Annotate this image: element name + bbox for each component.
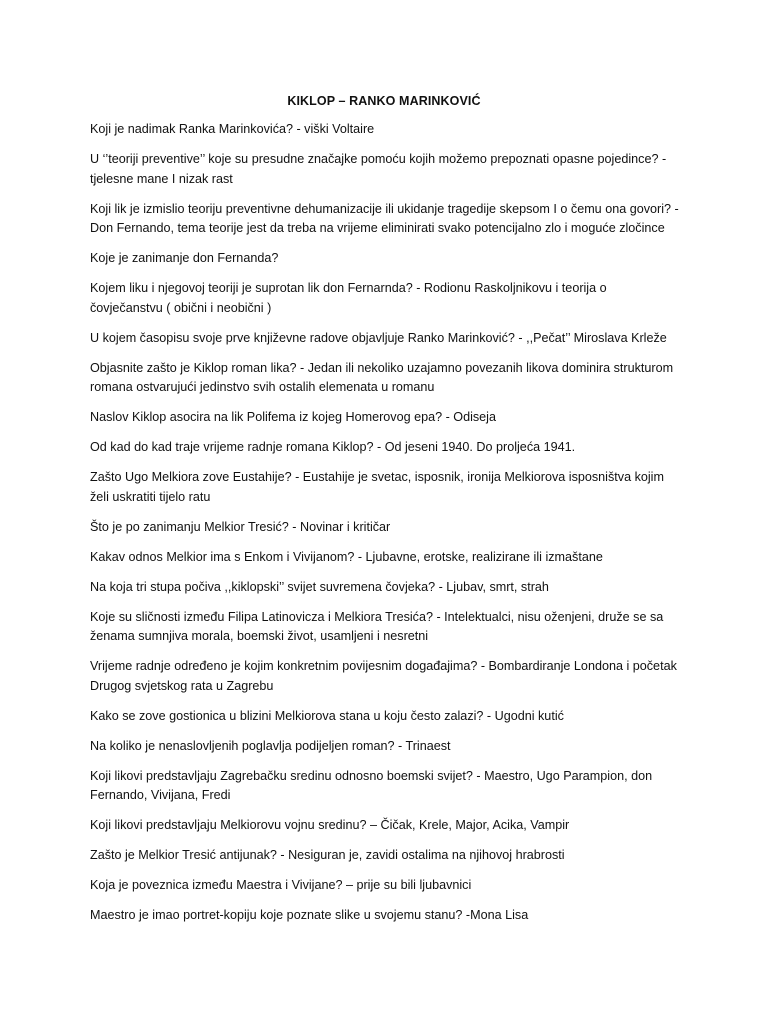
question-answer-item: Vrijeme radnje određeno je kojim konkretnim povijesnim događajima? - Bombardiranje Londona i početak Drugog svjetskog rata u Zagrebu — [90, 659, 677, 693]
question-answer-item: Od kad do kad traje vrijeme radnje romana Kiklop? - Od jeseni 1940. Do proljeća 1941. — [90, 440, 576, 454]
question-answer-item: U ‘’teoriji preventive’’ koje su presudne značajke pomoću kojih možemo prepoznati opasne pojedince? - tjelesne mane I nizak rast — [90, 152, 667, 186]
question-answer-item: Zašto je Melkior Tresić antijunak? - Nesiguran je, zavidi ostalima na njihovoj hrabrosti — [90, 848, 565, 862]
question-answer-item: Maestro je imao portret-kopiju koje poznate slike u svojemu stanu? -Mona Lisa — [90, 908, 529, 922]
question-answer-item: Na koliko je nenaslovljenih poglavlja podijeljen roman? - Trinaest — [90, 738, 451, 753]
question-answer-item: Koji lik je izmislio teoriju preventivne dehumanizacije ili ukidanje tragedije skepsom I o čemu ona govori? - Don Fernando, tema teorije jest da treba na vrijeme eliminirati svako potencijalno zlo i moguće zločince — [90, 201, 679, 235]
document-title: KIKLOP – RANKO MARINKOVIĆ — [287, 94, 481, 108]
question-answer-item: Objasnite zašto je Kiklop roman lika? - Jedan ili nekoliko uzajamno povezanih likova dominira strukturom romana ostvarujući jedinstvo svih ostalih elemenata u romanu — [90, 360, 674, 394]
question-answer-item: Na koja tri stupa počiva ,,kiklopski’’ svijet suvremena čovjeka? - Ljubav, smrt, strah — [90, 579, 549, 594]
question-answer-item: Kojem liku i njegovoj teoriji je suprotan lik don Fernarnda? - Rodionu Raskoljnikovu i teorija o čovječanstvu ( obični i neobični ) — [90, 281, 607, 315]
question-answer-item: Koje su sličnosti između Filipa Latinovicza i Melkiora Tresića? - Intelektualci, nisu oženjeni, druže se sa ženama sumnjiva morala, boemski život, usamljeni i nesretni — [90, 609, 664, 643]
question-answer-item: Kako se zove gostionica u blizini Melkiorova stana u koju često zalazi? - Ugodni kutić — [90, 708, 564, 723]
question-answer-item: Koja je poveznica između Maestra i Vivijane? – prije su bili ljubavnici — [90, 878, 472, 892]
question-answer-item: Koje je zanimanje don Fernanda? — [90, 251, 279, 265]
question-answer-item: Kakav odnos Melkior ima s Enkom i Vivijanom? - Ljubavne, erotske, realizirane ili izmaštane — [90, 549, 603, 564]
question-answer-item: U kojem časopisu svoje prve književne radove objavljuje Ranko Marinković? - ,,Pečat’’ Miroslava Krleže — [90, 330, 667, 345]
question-answer-item: Što je po zanimanju Melkior Tresić? - Novinar i kritičar — [90, 519, 391, 534]
question-answer-item: Naslov Kiklop asocira na lik Polifema iz kojeg Homerovog epa? - Odiseja — [90, 410, 496, 424]
question-answer-item: Koji likovi predstavljaju Zagrebačku sredinu odnosno boemski svijet? - Maestro, Ugo Parampion, don Fernando, Vivijana, Fredi — [90, 768, 653, 802]
question-answer-item: Koji je nadimak Ranka Marinkovića? - viški Voltaire — [90, 122, 375, 136]
question-answer-item: Koji likovi predstavljaju Melkiorovu vojnu sredinu? – Čičak, Krele, Major, Acika, Vampir — [90, 818, 570, 832]
document-body — [90, 120, 680, 936]
question-answer-item: Zašto Ugo Melkiora zove Eustahije? - Eustahije je svetac, isposnik, ironija Melkiorova isposništva kojim želi uskratiti tijelo ratu — [90, 470, 664, 504]
